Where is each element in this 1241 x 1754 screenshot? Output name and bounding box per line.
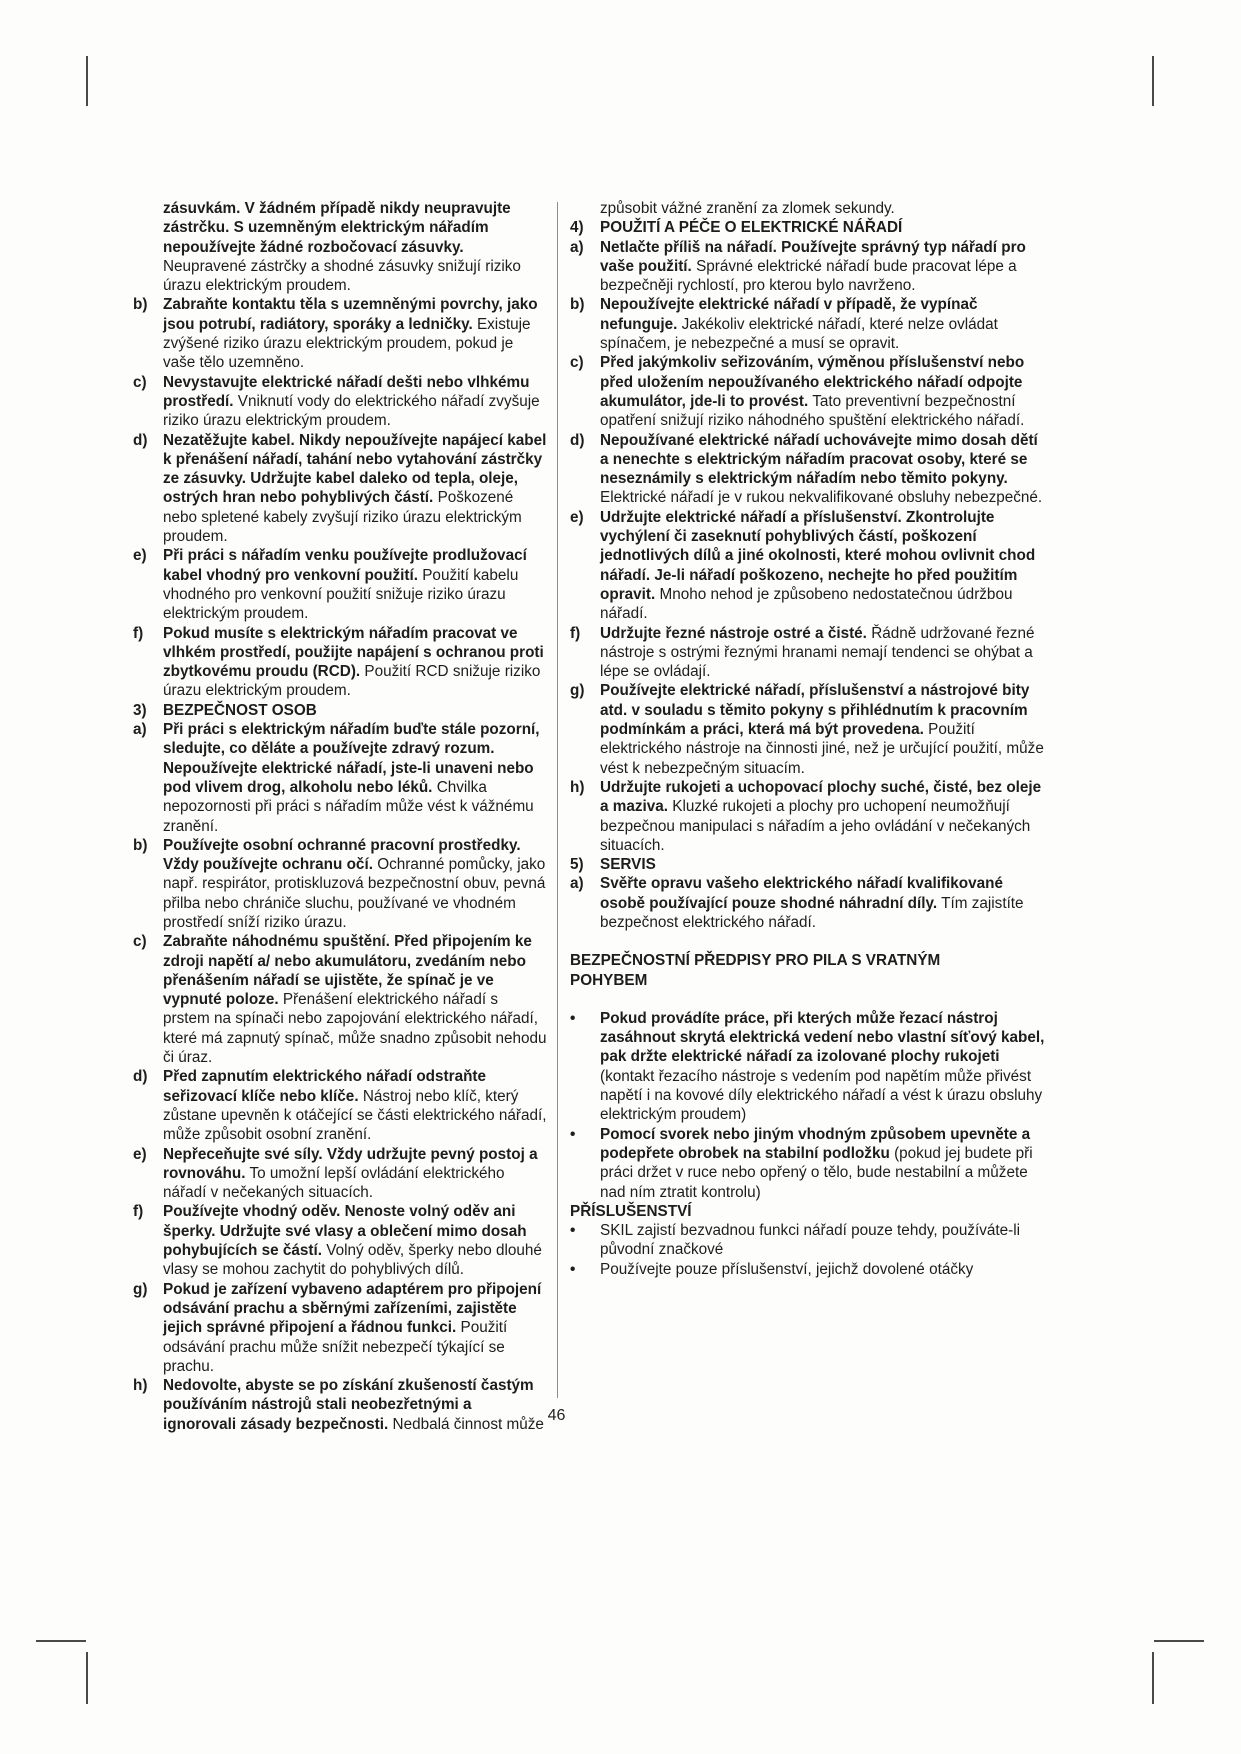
safety-item: [570, 778, 1048, 855]
item-lead: Zabraňte kontaktu těla s uzemněnými povrchy, jako jsou potrubí, radiátory, sporáky a ledničky.: [163, 296, 538, 333]
safety-item: [133, 199, 548, 295]
crop-mark-bottom-right-vertical: [1152, 1652, 1154, 1704]
item-text: [600, 508, 1048, 624]
crop-mark-top-right: [1152, 56, 1154, 106]
item-text: [600, 431, 1048, 508]
bullet-icon: •: [570, 1125, 576, 1143]
item-rest: Správné elektrické nářadí bude pracovat lépe a bezpečněji rychlostí, pro kterou bylo navrženo.: [600, 257, 1017, 295]
item-rest: Tato preventivní bezpečnostní opatření snižují riziko náhodného spuštění elektrického nářadí.: [600, 392, 1025, 430]
item-marker: d): [133, 431, 148, 449]
item-text: [163, 1145, 548, 1203]
item-marker: 3): [133, 701, 147, 719]
item-rest: Neupravené zástrčky a shodné zásuvky snižují riziko úrazu elektrickým proudem.: [163, 257, 521, 295]
item-rest: (kontakt řezacího nástroje s vedením pod napětím může přivést napětí i na kovové díly elektrického nářadí a vést k úrazu obsluhy elektrickým proudem): [600, 1067, 1043, 1124]
crop-mark-bottom-left-vertical: [86, 1652, 88, 1704]
item-marker: c): [570, 354, 584, 372]
item-lead: Před zapnutím elektrického nářadí odstraňte seřizovací klíče nebo klíče.: [163, 1068, 487, 1105]
item-rest: Volný oděv, šperky nebo dlouhé vlasy se mohou zachytit do pohyblivých dílů.: [163, 1242, 542, 1279]
item-text: [163, 199, 548, 295]
bullet-icon: •: [570, 1222, 576, 1240]
item-text: [600, 1125, 1048, 1202]
bullet-icon: •: [570, 1009, 576, 1027]
safety-item: [133, 1202, 548, 1279]
item-marker: d): [570, 431, 585, 449]
item-rest: Elektrické nářadí je v rukou nekvalifikované obsluhy nebezpečné.: [600, 489, 1043, 507]
section-heading-text: BEZPEČNOSTNÍ PŘEDPISY PRO PILA S VRATNÝM POHYBEM: [570, 952, 941, 989]
item-marker: b): [133, 296, 148, 314]
item-text: [163, 836, 548, 932]
item-text: [600, 1260, 1048, 1279]
item-lead: Pokud je zařízení vybaveno adaptérem pro připojení odsávání prachu a sběrnými zařízeními, zajistěte jejich správné připojení a řádnou funkci.: [163, 1280, 542, 1337]
item-marker: b): [133, 836, 148, 854]
item-lead: Používejte osobní ochranné pracovní prostředky. Vždy používejte ochranu očí.: [163, 836, 521, 874]
safety-item: [570, 874, 1048, 932]
item-text: [600, 353, 1048, 430]
item-lead: Nepoužívané elektrické nářadí uchovávejte mimo dosah dětí a nenechte s elektrickým nářadím pracovat osoby, které se neseznámily s elektrickým nářadím nebo těmito pokyny.: [600, 431, 1038, 488]
item-rest: způsobit vážné zranění za zlomek sekundy.: [600, 200, 895, 217]
safety-item: [570, 353, 1048, 430]
item-text: [163, 1067, 548, 1144]
crop-mark-top-left: [86, 56, 88, 106]
item-rest: To umožní lepší ovládání elektrického nářadí v nečekaných situacích.: [163, 1164, 505, 1202]
item-text: [163, 1376, 548, 1434]
safety-item: [133, 1280, 548, 1376]
safety-item: [570, 508, 1048, 624]
item-lead: Svěřte opravu vašeho elektrického nářadí kvalifikované osobě používající pouze shodné náhradní díly.: [600, 875, 1004, 912]
item-text: [163, 546, 548, 623]
item-lead: Udržujte elektrické nářadí a příslušenství. Zkontrolujte vychýlení či zaseknutí pohyblivých částí, poškození jednotlivých dílů a jiné okolnosti, které mohou ovlivnit chod nářadí. Je-li nářadí poškozeno, nechejte ho před použitím opravit.: [600, 508, 1036, 603]
safety-item: [133, 836, 548, 932]
left-column: [133, 199, 548, 1434]
item-text: [163, 373, 548, 431]
item-text: [600, 624, 1048, 682]
item-text: [600, 778, 1048, 855]
section-heading: [570, 1202, 1010, 1221]
item-text: [600, 855, 1048, 874]
section-heading: [570, 951, 1010, 990]
item-rest: Vniknutí vody do elektrického nářadí zvyšuje riziko úrazu elektrickým proudem.: [163, 392, 540, 430]
safety-item: [570, 238, 1048, 296]
item-lead: Používejte vhodný oděv. Nenoste volný oděv ani šperky. Udržujte své vlasy a oblečení mimo dosah pohybujících se částí.: [163, 1203, 527, 1260]
item-rest: Použití elektrického nástroje na činnosti jiné, než je určující použití, může vést k nebezpečným situacím.: [600, 721, 1044, 777]
safety-item: [570, 624, 1048, 682]
item-lead: Pomocí svorek nebo jiným vhodným způsobem upevněte a podepřete obrobek na stabilní podložku: [600, 1125, 1031, 1162]
bullet-item: [570, 1009, 1048, 1125]
item-lead: Pokud musíte s elektrickým nářadím pracovat ve vlhkém prostředí, použijte napájení s ochranou proti zbytkovému proudu (RCD).: [163, 624, 544, 681]
item-rest: Jakékoliv elektrické nářadí, které nelze ovládat spínačem, je nebezpečné a musí se opravit.: [600, 315, 998, 353]
item-rest: Použití kabelu vhodného pro venkovní použití snižuje riziko úrazu elektrickým proudem.: [163, 566, 519, 623]
item-text: [163, 1202, 548, 1279]
item-text: [600, 295, 1048, 353]
bullet-icon: •: [570, 1260, 576, 1278]
item-text: [163, 295, 548, 372]
item-text: [163, 431, 548, 547]
page-number: 46: [547, 1407, 566, 1424]
safety-item: [133, 1376, 548, 1434]
item-lead: Netlačte příliš na nářadí. Používejte správný typ nářadí pro vaše použití.: [600, 238, 1026, 275]
item-marker: h): [133, 1377, 148, 1395]
item-lead: Nevystavujte elektrické nářadí dešti nebo vlhkému prostředí.: [163, 373, 530, 410]
section-number-heading: [133, 701, 548, 720]
item-marker: f): [133, 624, 144, 642]
section-number-heading: [570, 218, 1048, 237]
item-marker: d): [133, 1068, 148, 1086]
section-number-heading: [570, 855, 1048, 874]
item-marker: c): [133, 373, 147, 391]
safety-item: [133, 624, 548, 701]
section-heading-text: PŘÍSLUŠENSTVÍ: [570, 1202, 692, 1220]
item-text: [600, 218, 1048, 237]
item-text: [600, 1221, 1048, 1260]
item-rest: Řádně udržované řezné nástroje s ostrými řeznými hranami nemají tendenci se ohýbat a lépe se ovládají.: [600, 624, 1035, 681]
item-rest: Ochranné pomůcky, jako např. respirátor, protiskluzová bezpečnostní obuv, pevná přilba nebo chrániče sluchu, používané ve vhodném prostředí sníží riziko úrazu.: [163, 856, 546, 931]
item-lead: Udržujte rukojeti a uchopovací plochy suché, čisté, bez oleje a maziva.: [600, 778, 1042, 816]
item-marker: g): [570, 682, 585, 700]
item-lead: Zabraňte náhodnému spuštění. Před připojením ke zdroji napětí a/ nebo akumulátoru, zvedáním nebo přenášením nářadí se ujistěte, že spínač je ve vypnuté poloze.: [163, 933, 532, 1009]
item-rest: Použití odsávání prachu může snížit nebezpečí týkající se prachu.: [163, 1319, 508, 1375]
item-lead: Udržujte řezné nástroje ostré a čisté.: [600, 624, 867, 642]
safety-item: [133, 932, 548, 1067]
bullet-item: [570, 1260, 1048, 1279]
item-rest: (pokud jej budete při práci držet v ruce nebo opřený o tělo, bude nestabilní a můžete nad ním ztratit kontrolu): [600, 1144, 1033, 1201]
item-text: [163, 720, 548, 836]
item-rest: Nástroj nebo klíč, který zůstane upevněn k otáčející se části elektrického nářadí, může způsobit osobní zranění.: [163, 1087, 547, 1144]
safety-item: [570, 295, 1048, 353]
item-text: [600, 1009, 1048, 1125]
item-marker: a): [133, 721, 147, 739]
safety-item: [133, 295, 548, 372]
item-text: [163, 624, 548, 701]
item-marker: f): [133, 1203, 144, 1221]
item-rest: Tím zajistíte bezpečnost elektrického nářadí.: [600, 894, 1024, 931]
item-lead: zásuvkám. V žádném případě nikdy neupravujte zástrčku. S uzemněným elektrickým nářadím nepoužívejte žádné rozbočovací zásuvky.: [163, 200, 511, 256]
item-marker: f): [570, 624, 581, 642]
safety-item: [570, 431, 1048, 508]
item-text: [600, 681, 1048, 777]
item-marker: e): [133, 547, 147, 565]
item-text: [163, 701, 548, 720]
item-text: [163, 1280, 548, 1376]
item-lead: Nepřeceňujte své síly. Vždy udržujte pevný postoj a rovnováhu.: [163, 1145, 538, 1182]
item-marker: g): [133, 1280, 148, 1298]
item-rest: Použití RCD snižuje riziko úrazu elektrickým proudem.: [163, 663, 541, 700]
item-rest: Kluzké rukojeti a plochy pro uchopení neumožňují bezpečnou manipulaci s nářadím a jeho ovládání v nečekaných situacích.: [600, 798, 1031, 854]
item-rest: Přenášení elektrického nářadí s prstem na spínači nebo zapojování elektrického nářadí, které má zapnutý spínač, může snadno způsobit nehodu či úraz.: [163, 991, 547, 1067]
column-divider: [557, 202, 558, 1398]
item-lead: Při práci s elektrickým nářadím buďte stále pozorní, sledujte, co děláte a používejte zdravý rozum. Nepoužívejte elektrické nářadí, jste-li unaveni nebo pod vlivem drog, alkoholu nebo léků.: [163, 721, 540, 796]
item-text: [600, 238, 1048, 296]
safety-item: [133, 1067, 548, 1144]
safety-item: [570, 199, 1048, 218]
item-lead: Nepoužívejte elektrické nářadí v případě, že vypínač nefunguje.: [600, 296, 978, 333]
item-lead: Pokud provádíte práce, při kterých může řezací nástroj zasáhnout skrytá elektrická vedení nebo vlastní síťový kabel, pak držte elektrické nářadí za izolované plochy rukojeti: [600, 1009, 1045, 1066]
item-marker: a): [570, 238, 584, 256]
item-lead: Před jakýmkoliv seřizováním, výměnou příslušenství nebo před uložením nepoužívaného elektrického nářadí odpojte akumulátor, jde-li to provést.: [600, 354, 1025, 410]
item-marker: 5): [570, 856, 584, 874]
safety-item: [570, 681, 1048, 777]
safety-item: [133, 546, 548, 623]
right-column: [570, 199, 1048, 1279]
crop-mark-bottom-left-horizontal: [36, 1640, 86, 1642]
safety-item: [133, 1145, 548, 1203]
item-lead: SERVIS: [600, 856, 656, 874]
item-marker: e): [133, 1145, 147, 1163]
safety-item: [133, 373, 548, 431]
safety-item: [133, 720, 548, 836]
item-rest: Chvilka nepozornosti při práci s nářadím může vést k vážnému zranění.: [163, 778, 534, 835]
item-rest: Existuje zvýšené riziko úrazu elektrickým proudem, pokud je vaše tělo uzemněno.: [163, 315, 531, 372]
safety-item: [133, 431, 548, 547]
item-marker: c): [133, 933, 147, 951]
item-marker: a): [570, 875, 584, 893]
item-lead: Nedovolte, abyste se po získání zkušeností častým používáním nástrojů stali neobezřetnými a ignorovali zásady bezpečnosti.: [163, 1377, 534, 1433]
item-rest: Mnoho nehod je způsobeno nedostatečnou údržbou nářadí.: [600, 585, 1013, 623]
item-rest: Používejte pouze příslušenství, jejichž dovolené otáčky: [600, 1260, 974, 1278]
item-lead: BEZPEČNOST OSOB: [163, 701, 317, 719]
item-lead: Při práci s nářadím venku používejte prodlužovací kabel vhodný pro venkovní použití.: [163, 547, 527, 584]
item-marker: h): [570, 778, 585, 796]
item-rest: Nedbalá činnost může: [392, 1415, 544, 1433]
item-lead: Nezatěžujte kabel. Nikdy nepoužívejte napájecí kabel k přenášení nářadí, tahání nebo vytahování zástrčky ze zásuvky. Udržujte kabel daleko od tepla, oleje, ostrých hran nebo pohyblivých částí.: [163, 431, 547, 507]
bullet-item: [570, 1221, 1048, 1260]
item-lead: POUŽITÍ A PÉČE O ELEKTRICKÉ NÁŘADÍ: [600, 219, 903, 237]
item-text: [163, 932, 548, 1067]
item-marker: e): [570, 508, 584, 526]
item-marker: b): [570, 296, 585, 314]
item-marker: 4): [570, 219, 584, 237]
crop-mark-bottom-right-horizontal: [1154, 1640, 1204, 1642]
item-lead: Používejte elektrické nářadí, příslušenství a nástrojové bity atd. v souladu s těmito pokyny s přihlédnutím k pracovním podmínkám a práci, která má být provedena.: [600, 682, 1030, 739]
item-rest: Poškozené nebo spletené kabely zvyšují riziko úrazu elektrickým proudem.: [163, 489, 522, 546]
bullet-item: [570, 1125, 1048, 1202]
item-text: [600, 199, 1048, 218]
item-rest: SKIL zajistí bezvadnou funkci nářadí pouze tehdy, používáte-li původní značkové: [600, 1222, 1021, 1259]
item-text: [600, 874, 1048, 932]
